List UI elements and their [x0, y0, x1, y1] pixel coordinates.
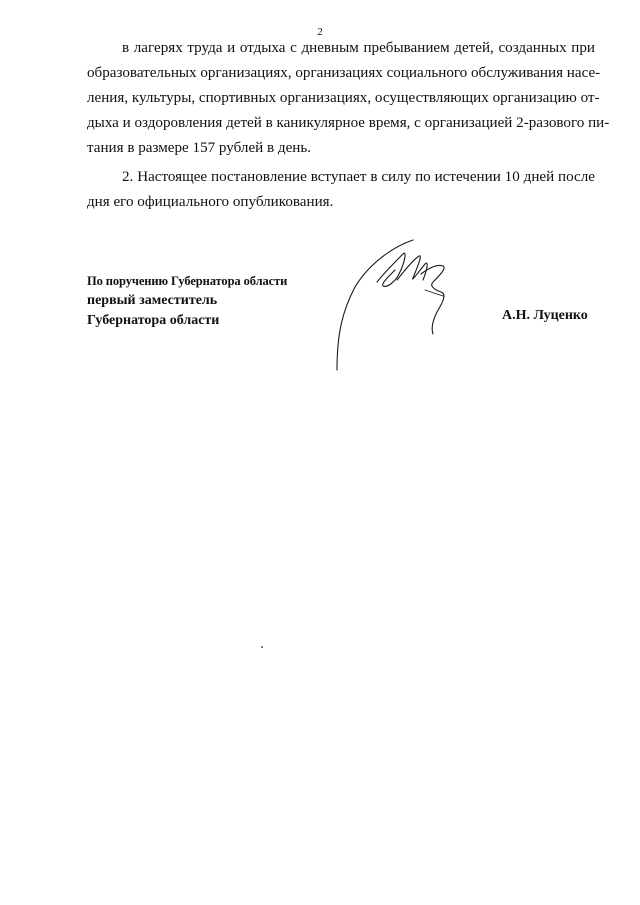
- paragraph-1-line-5: тания в размере 157 рублей в день.: [87, 140, 312, 156]
- signature-block: [87, 271, 287, 331]
- scan-speck: [261, 646, 263, 648]
- paragraph-2-line-2: дня его официального опубликования.: [87, 194, 334, 210]
- position-line-1: первый заместитель: [87, 293, 218, 308]
- paragraph-1-line-4: дыха и оздоровления детей в каникулярное время, с организацией 2-разового пи-: [87, 115, 610, 131]
- page-number: 2: [317, 26, 323, 38]
- handwritten-signature: [325, 232, 475, 372]
- paragraph-2-line-1: 2. Настоящее постановление вступает в силу по истечении 10 дней после: [122, 169, 595, 185]
- paragraph-1-line-3: ления, культуры, спортивных организациях, осуществляющих организацию от-: [87, 90, 600, 106]
- position-line-2: Губернатора области: [87, 313, 220, 328]
- paragraph-1-line-2: образовательных организациях, организациях социального обслуживания насе-: [87, 65, 601, 81]
- signer-name: А.Н. Луценко: [502, 308, 588, 323]
- on-behalf-line: По поручению Губернатора области: [87, 274, 288, 288]
- paragraph-1-line-1: в лагерях труда и отдыха с дневным пребыванием детей, созданных при: [122, 40, 595, 56]
- document-body: [87, 36, 610, 215]
